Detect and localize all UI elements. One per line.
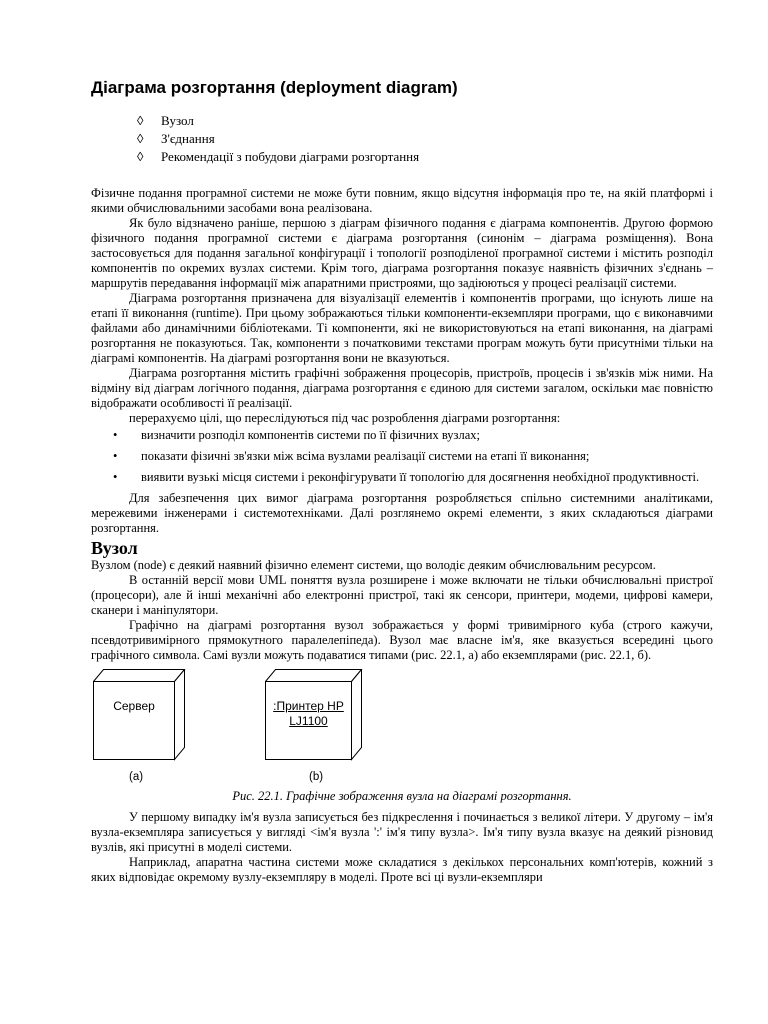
diamond-bullet-icon: ◊ <box>137 149 144 164</box>
node-type-server <box>93 669 193 761</box>
page-title: Діаграма розгортання (deployment diagram) <box>91 78 458 97</box>
paragraph: Фізичне подання програмної системи не може бути повним, якщо відсутня інформація про те, на якій платформі і якими обчислювальними засобами вона реалізована. <box>91 186 713 215</box>
paragraph: Вузлом (node) є деякий наявний фізично елемент системи, що володіє деяким обчислювальним ресурсом. <box>91 558 656 572</box>
toc-item[interactable] <box>137 112 713 130</box>
figure-sublabel-a: (a) <box>129 771 144 783</box>
section-heading: Вузол <box>91 538 138 558</box>
paragraph: Діаграма розгортання призначена для візуалізації елементів і компонентів програми, що існують лише на етапі її виконання (runtime). При цьому зображаються тільки компоненти-екземпляри програми, що є виконавчими файлами або динамічними бібліотеками. Ті компоненти, які не використовуються на етапі виконання, на діаграмі розгортання не показуються. Так, компоненти з початковими текстами програм можуть бути присутніми тільки на діаграмі компонентів. На діаграмі розгортання вони не вказуються. <box>91 291 713 365</box>
node-figure <box>91 669 713 785</box>
bullet-icon: • <box>113 470 118 484</box>
diamond-bullet-icon: ◊ <box>137 131 144 146</box>
list-item-text: виявити вузькі місця системи і реконфігурувати її топологію для досягнення необхідної продуктивності. <box>141 470 700 484</box>
node-instance-printer <box>265 669 365 761</box>
node-label: Сервер <box>113 699 155 713</box>
paragraph: В останній версії мови UML поняття вузла розширене і може включати не тільки обчислювальні пристрої (процесори), але й інші механічні або електронні пристрої, такі як сенсори, принтери, модеми, цифрові камери, сканери і маніпулятори. <box>91 573 713 617</box>
paragraph: перерахуємо цілі, що переслідуються під час розроблення діаграми розгортання: <box>129 411 561 425</box>
goals-list <box>91 428 713 485</box>
list-item-text: визначити розподіл компонентів системи по її фізичних вузлах; <box>141 428 480 442</box>
list-item <box>91 449 713 464</box>
toc-item[interactable] <box>137 130 713 148</box>
document-body <box>91 78 713 885</box>
node-label: LJ1100 <box>289 714 328 728</box>
bullet-icon: • <box>113 449 118 463</box>
figure-caption: Рис. 22.1. Графічне зображення вузла на діаграмі розгортання. <box>232 789 572 803</box>
toc-item-label: Рекомендації з побудови діаграми розгортання <box>161 149 420 164</box>
paragraph: У першому випадку ім'я вузла записується без підкреслення і починається з великої літери. У другому – ім'я вузла-екземпляра записується у вигляді <ім'я вузла ':' ім'я типу вузла>. Ім'я типу вузла вказує на деякий різновид вузлів, які присутні в моделі системи. <box>91 810 713 854</box>
table-of-contents <box>137 112 713 166</box>
paragraph: Для забезпечення цих вимог діаграма розгортання розробляється спільно системними аналітиками, мережевими інженерами і системотехніками. Далі розглянемо окремі елементи, з яких складаються діаграми розгортання. <box>91 491 713 535</box>
bullet-icon: • <box>113 428 118 442</box>
paragraph: Наприклад, апаратна частина системи може складатися з декількох персональних комп'ютерів, кожний з яких відповідає окремому вузлу-екземпляру в моделі. Проте всі ці вузли-екземпляри <box>91 855 713 884</box>
list-item-text: показати фізичні зв'язки між всіма вузлами реалізації системи на етапі її виконання; <box>141 449 590 463</box>
paragraph: Діаграма розгортання містить графічні зображення процесорів, пристроїв, процесів і зв'язків між ними. На відміну від діаграм логічного подання, діаграма розгортання є єдиною для системи загалом, оскільки має повністю відображати особливості її реалізації. <box>91 366 713 410</box>
node-cube-icon <box>93 669 193 761</box>
figure-sublabel-b: (b) <box>309 771 324 783</box>
paragraph: Графічно на діаграмі розгортання вузол зображається у формі тривимірного куба (строго кажучи, псевдотривимірного прямокутного паралелепіпеда). Вузол має власне ім'я, яке вказується всередині цього графічного символа. Самі вузли можуть подаватися типами (рис. 22.1, а) або екземплярами (рис. 22.1, б). <box>91 618 713 662</box>
list-item <box>91 428 713 443</box>
paragraph: Як було відзначено раніше, першою з діаграм фізичного подання є діаграма компонентів. Другою формою фізичного подання програмної системи є діаграма розгортання (синонім – діаграма розміщення). Вона застосовується для подання загальної конфігурації і топології розподіленої програмної системи і містить розподіл компонентів по окремих вузлах системи. Крім того, діаграма розгортання показує наявність фізичних з'єднань – маршрутів передавання інформації між апаратними пристроями, що задіюються у процесі реалізації системи. <box>91 216 713 290</box>
list-item <box>91 470 713 485</box>
diamond-bullet-icon: ◊ <box>137 113 144 128</box>
toc-item-label: З'єднання <box>161 131 215 146</box>
toc-item[interactable] <box>137 148 713 166</box>
node-label: :Принтер HP <box>273 699 344 713</box>
toc-item-label: Вузол <box>161 113 194 128</box>
